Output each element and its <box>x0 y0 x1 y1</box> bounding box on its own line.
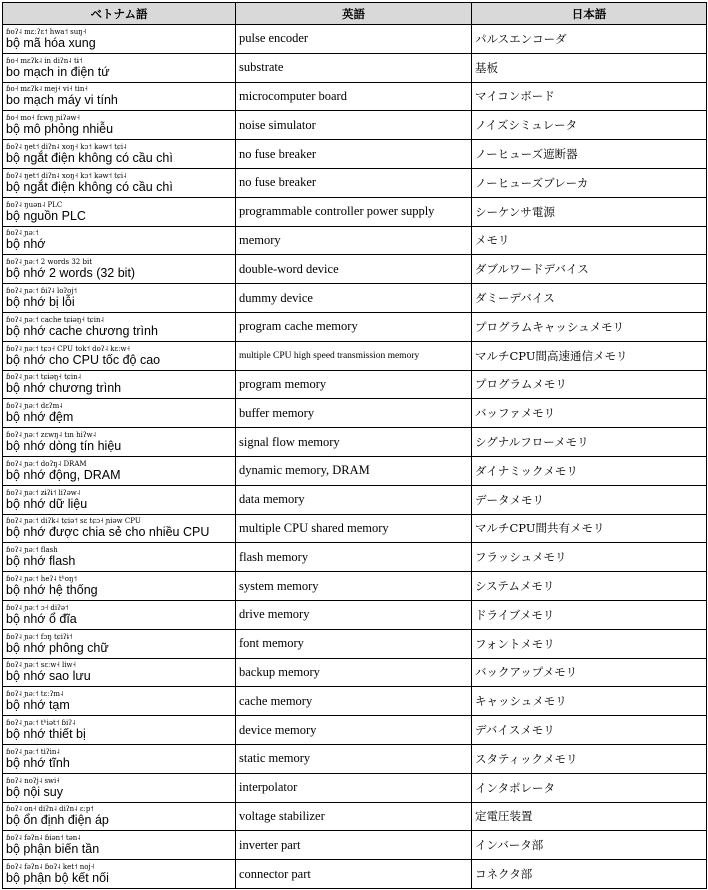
vietnamese-cell <box>3 629 236 658</box>
vietnamese-cell <box>3 773 236 802</box>
table-row <box>3 831 707 860</box>
japanese-term: キャッシュメモリ <box>472 687 707 716</box>
pronunciation: ɓoʔ˨ ɲəː˦ tɕɔ˧ CPU tok˦ doʔ˨ kɛːw˧ <box>6 344 130 353</box>
vietnamese-term: bộ phận biến tần <box>6 842 100 857</box>
japanese-term: シグナルフローメモリ <box>472 428 707 457</box>
table-row <box>3 543 707 572</box>
pronunciation: ɓoʔ˨ ɲəː˦ flash <box>6 546 58 555</box>
japanese-term: バックアップメモリ <box>472 658 707 687</box>
table-row <box>3 773 707 802</box>
japanese-term: フラッシュメモリ <box>472 543 707 572</box>
vietnamese-cell <box>3 284 236 313</box>
vietnamese-cell <box>3 658 236 687</box>
japanese-term: システムメモリ <box>472 572 707 601</box>
table-row <box>3 629 707 658</box>
pronunciation: ɓo˧ mo˧ fɛwŋ ɲiʔəw˧ <box>6 114 80 123</box>
vietnamese-cell <box>3 802 236 831</box>
pronunciation: ɓoʔ˨ ɲəː˦ tʰiət˦ ɓiʔ˨ <box>6 719 76 728</box>
pronunciation: ɓoʔ˨ ɲəː˦ diʔk˨ tɕiə˦ sɛ tɕɔ˧ ɲiəw CPU <box>6 517 141 526</box>
table-row <box>3 716 707 745</box>
vietnamese-cell <box>3 370 236 399</box>
english-term: no fuse breaker <box>236 168 472 197</box>
column-header-english: 英語 <box>236 3 472 25</box>
vietnamese-term: bộ nhớ thiết bị <box>6 727 86 742</box>
vietnamese-term: bộ nhớ được chia sẻ cho nhiều CPU <box>6 525 210 540</box>
japanese-term: インバータ部 <box>472 831 707 860</box>
pronunciation: ɓoʔ˨ fəʔn˨ ɓiən˦ tən˨ <box>6 834 81 843</box>
vietnamese-cell <box>3 687 236 716</box>
table-row <box>3 687 707 716</box>
pronunciation: ɓo˧ mɛʔk˨ mej˧ vi˧ tin˧ <box>6 85 88 94</box>
table-row <box>3 860 707 889</box>
vietnamese-term: bộ ngắt điện không có cầu chì <box>6 179 173 194</box>
vietnamese-term: bộ nhớ <box>6 237 46 252</box>
english-term: dummy device <box>236 284 472 313</box>
pronunciation: ɓoʔ˨ ɲəː˦ cache tɕɨəŋ˧ tɕin˨ <box>6 315 104 324</box>
table-row <box>3 111 707 140</box>
glossary-rows <box>3 25 707 889</box>
vietnamese-cell <box>3 82 236 111</box>
english-term: font memory <box>236 629 472 658</box>
english-term: substrate <box>236 53 472 82</box>
vietnamese-cell <box>3 514 236 543</box>
table-row <box>3 399 707 428</box>
english-term: voltage stabilizer <box>236 802 472 831</box>
japanese-term: パルスエンコーダ <box>472 25 707 54</box>
vietnamese-cell <box>3 716 236 745</box>
vietnamese-term: bộ nhớ tĩnh <box>6 755 70 770</box>
english-term: backup memory <box>236 658 472 687</box>
japanese-term: データメモリ <box>472 485 707 514</box>
english-term: pulse encoder <box>236 25 472 54</box>
table-row <box>3 428 707 457</box>
japanese-term: ノーヒューズ遮断器 <box>472 140 707 169</box>
english-term: memory <box>236 226 472 255</box>
english-term: noise simulator <box>236 111 472 140</box>
table-row <box>3 341 707 370</box>
table-row <box>3 284 707 313</box>
vietnamese-cell <box>3 168 236 197</box>
pronunciation: ɓoʔ˨ ɲəː˦ fɔŋ tɕiʔɨ˦ <box>6 632 73 641</box>
english-term: buffer memory <box>236 399 472 428</box>
english-term: interpolator <box>236 773 472 802</box>
table-row <box>3 168 707 197</box>
table-row <box>3 82 707 111</box>
vietnamese-term: bộ nhớ dữ liệu <box>6 496 88 511</box>
vietnamese-term: bộ phận bộ kết nối <box>6 871 109 885</box>
pronunciation: ɓo˧ mɛʔk˨ in diʔn˨ tɨ˦ <box>6 56 83 65</box>
english-term: multiple CPU high speed transmission memory <box>236 341 472 370</box>
vietnamese-cell <box>3 428 236 457</box>
table-row <box>3 514 707 543</box>
japanese-term: マルチCPU間共有メモリ <box>472 514 707 543</box>
pronunciation: ɓoʔ˨ ɲəː˦ zɛwŋ˨ tın hiʔw˨ <box>6 431 97 440</box>
english-term: data memory <box>236 485 472 514</box>
japanese-term: 定電圧装置 <box>472 802 707 831</box>
table-row <box>3 456 707 485</box>
table-row <box>3 572 707 601</box>
japanese-term: インタポレータ <box>472 773 707 802</box>
vietnamese-cell <box>3 226 236 255</box>
table-row <box>3 226 707 255</box>
vietnamese-cell <box>3 456 236 485</box>
pronunciation: ɓoʔ˨ ŋuən˨ PLC <box>6 200 63 209</box>
table-row <box>3 312 707 341</box>
pronunciation: ɓoʔ˨ ɲəː˦ heʔ˨ tʰoŋ˦ <box>6 575 77 584</box>
english-term: dynamic memory, DRAM <box>236 456 472 485</box>
column-header-japanese: 日本語 <box>472 3 707 25</box>
vietnamese-cell <box>3 341 236 370</box>
vietnamese-cell <box>3 600 236 629</box>
vietnamese-cell <box>3 744 236 773</box>
japanese-term: デバイスメモリ <box>472 716 707 745</box>
vietnamese-cell <box>3 140 236 169</box>
japanese-term: バッファメモリ <box>472 399 707 428</box>
japanese-term: シーケンサ電源 <box>472 197 707 226</box>
vietnamese-cell <box>3 255 236 284</box>
english-term: connector part <box>236 860 472 889</box>
english-term: programmable controller power supply <box>236 197 472 226</box>
table-row <box>3 600 707 629</box>
vietnamese-cell <box>3 25 236 54</box>
table-row <box>3 197 707 226</box>
vietnamese-term: bộ nhớ sao lưu <box>6 669 91 684</box>
english-term: signal flow memory <box>236 428 472 457</box>
english-term: inverter part <box>236 831 472 860</box>
english-term: drive memory <box>236 600 472 629</box>
english-term: no fuse breaker <box>236 140 472 169</box>
vietnamese-term: bộ nhớ đệm <box>6 410 74 425</box>
english-term: program cache memory <box>236 312 472 341</box>
table-row <box>3 370 707 399</box>
english-term: double-word device <box>236 255 472 284</box>
header-row <box>3 3 707 25</box>
vietnamese-term: bộ ngắt điện không có cầu chì <box>6 151 173 166</box>
vietnamese-term: bộ nhớ bị lỗi <box>6 295 75 310</box>
pronunciation: ɓoʔ˨ ŋet˦ diʔn˨ xoŋ˧ kɔ˦ kəw˦ tɕi˨ <box>6 143 127 152</box>
vietnamese-term: bộ nhớ tạm <box>6 698 70 713</box>
column-header-vietnamese: ベトナム語 <box>3 3 236 25</box>
vietnamese-term: bộ ổn định điện áp <box>6 813 109 828</box>
table-row <box>3 802 707 831</box>
vietnamese-term: bộ nhớ chương trình <box>6 381 122 396</box>
pronunciation: ɓoʔ˨ on˧ diʔn˨ diʔn˨ ɛːp˦ <box>6 805 94 814</box>
vietnamese-term: bộ nhớ dòng tín hiệu <box>6 439 122 454</box>
japanese-term: ダブルワードデバイス <box>472 255 707 284</box>
english-term: device memory <box>236 716 472 745</box>
pronunciation: ɓoʔ˨ ɲəː˦ tɛːʔm˨ <box>6 690 64 699</box>
table-row <box>3 25 707 54</box>
pronunciation: ɓoʔ˨ ɲəː˦ ɔ˧ diʔə˦ <box>6 603 69 612</box>
vietnamese-term: bộ nhớ flash <box>6 554 76 569</box>
vietnamese-cell <box>3 111 236 140</box>
pronunciation: ɓoʔ˨ fəʔn˨ ɓoʔ˨ ket˦ noj˧ <box>6 863 95 871</box>
pronunciation: ɓoʔ˨ ɲəː˦ ɓiʔ˨ loʔoj˦ <box>6 287 78 296</box>
japanese-term: フォントメモリ <box>472 629 707 658</box>
pronunciation: ɓoʔ˨ mɛːʔɛ˦ hwa˦ suŋ˧ <box>6 27 87 36</box>
vietnamese-term: bo mạch máy vi tính <box>6 93 118 108</box>
english-term: system memory <box>236 572 472 601</box>
vietnamese-term: bộ nhớ phông chữ <box>6 640 109 655</box>
vietnamese-term: bộ nội suy <box>6 784 63 799</box>
vietnamese-term: bộ mã hóa xung <box>6 35 96 50</box>
english-term: static memory <box>236 744 472 773</box>
english-term: multiple CPU shared memory <box>236 514 472 543</box>
japanese-term: ダイナミックメモリ <box>472 456 707 485</box>
pronunciation: ɓoʔ˨ ŋet˦ diʔn˨ xoŋ˧ kɔ˦ kəw˦ tɕi˨ <box>6 171 127 180</box>
japanese-term: ダミーデバイス <box>472 284 707 313</box>
vietnamese-cell <box>3 197 236 226</box>
japanese-term: ドライブメモリ <box>472 600 707 629</box>
japanese-term: マルチCPU間高速通信メモリ <box>472 341 707 370</box>
table-row <box>3 658 707 687</box>
japanese-term: プログラムキャッシュメモリ <box>472 312 707 341</box>
pronunciation: ɓoʔ˨ ɲəː˦ tɕɨəŋ˧ tɕin˨ <box>6 373 82 382</box>
japanese-term: プログラムメモリ <box>472 370 707 399</box>
vietnamese-term: bộ mô phỏng nhiễu <box>6 122 114 137</box>
vietnamese-term: bộ nhớ cho CPU tốc độ cao <box>6 352 161 367</box>
vietnamese-cell <box>3 572 236 601</box>
vietnamese-term: bộ nguồn PLC <box>6 208 86 223</box>
vietnamese-cell <box>3 860 236 889</box>
english-term: program memory <box>236 370 472 399</box>
japanese-term: スタティックメモリ <box>472 744 707 773</box>
pronunciation: ɓoʔ˨ ɲəː˦ sɛːw˧ liw˧ <box>6 661 76 670</box>
vietnamese-term: bộ nhớ ổ đĩa <box>6 611 77 626</box>
pronunciation: ɓoʔ˨ ɲəː˦ 2 words 32 bit <box>6 258 93 267</box>
vietnamese-term: bộ nhớ 2 words (32 bit) <box>6 266 136 281</box>
table-row <box>3 744 707 773</box>
vietnamese-term: bộ nhớ cache chương trình <box>6 323 158 338</box>
vietnamese-term: bo mạch in điện tứ <box>6 64 110 79</box>
vietnamese-term: bộ nhớ hệ thống <box>6 583 98 598</box>
table-row <box>3 140 707 169</box>
pronunciation: ɓoʔ˨ ɲəː˦ tiʔin˨ <box>6 747 60 756</box>
vietnamese-cell <box>3 831 236 860</box>
pronunciation: ɓoʔ˨ noʔj˨ swi˧ <box>6 776 60 785</box>
english-term: flash memory <box>236 543 472 572</box>
japanese-term: コネクタ部 <box>472 860 707 889</box>
glossary-page <box>2 2 707 889</box>
vietnamese-cell <box>3 485 236 514</box>
pronunciation: ɓoʔ˨ ɲəː˦ zɨʔɨ˦ liʔəw˨ <box>6 488 81 497</box>
english-term: microcomputer board <box>236 82 472 111</box>
table-row <box>3 485 707 514</box>
japanese-term: ノーヒューズブレーカ <box>472 168 707 197</box>
vietnamese-cell <box>3 399 236 428</box>
japanese-term: マイコンボード <box>472 82 707 111</box>
pronunciation: ɓoʔ˨ ɲəː˦ <box>6 229 39 238</box>
japanese-term: 基板 <box>472 53 707 82</box>
vietnamese-cell <box>3 543 236 572</box>
table-row <box>3 53 707 82</box>
pronunciation: ɓoʔ˨ ɲəː˦ doʔŋ˨ DRAM <box>6 459 87 468</box>
pronunciation: ɓoʔ˨ ɲəː˦ dɛʔm˨ <box>6 402 63 411</box>
japanese-term: メモリ <box>472 226 707 255</box>
glossary-table <box>2 2 707 889</box>
japanese-term: ノイズシミュレータ <box>472 111 707 140</box>
vietnamese-cell <box>3 312 236 341</box>
table-row <box>3 255 707 284</box>
english-term: cache memory <box>236 687 472 716</box>
vietnamese-cell <box>3 53 236 82</box>
vietnamese-term: bộ nhớ động, DRAM <box>6 467 121 482</box>
